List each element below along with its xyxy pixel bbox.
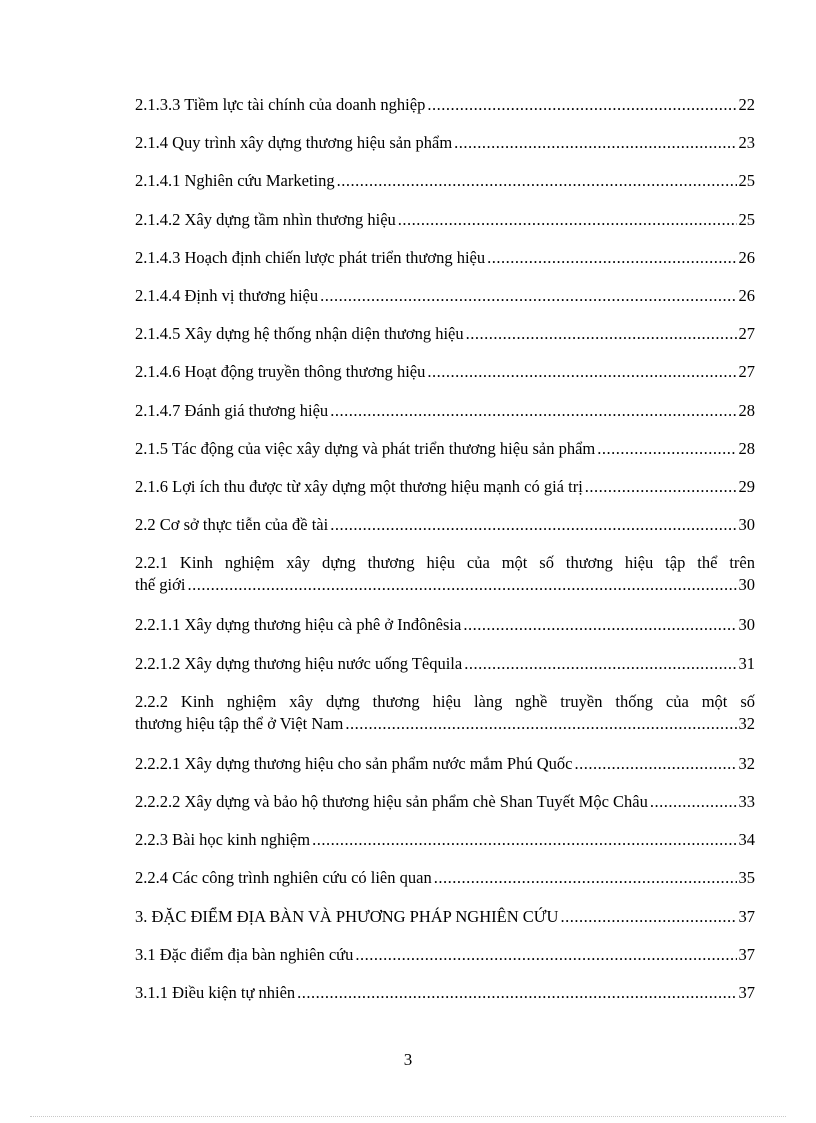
toc-entry-title: thế giới <box>135 575 186 595</box>
toc-entry-title-line: 2.2.1 Kinh nghiệm xây dựng thương hiệu của một số thương hiệu tập thể trên <box>135 553 755 573</box>
toc-entry-page: 22 <box>738 95 755 114</box>
dot-leader <box>487 247 736 269</box>
toc-entry-page: 26 <box>738 247 755 267</box>
dot-leader <box>398 209 737 231</box>
dot-leader <box>297 982 736 1004</box>
dot-leader <box>560 906 736 928</box>
toc-entry-row <box>135 361 755 383</box>
toc-entry-row <box>135 209 755 231</box>
dot-leader <box>434 867 737 889</box>
toc-entry[interactable] <box>135 653 755 675</box>
toc-entry-title: thương hiệu tập thể ở Việt Nam <box>135 713 344 733</box>
toc-entry-title: 2.2.1.2 Xây dựng thương hiệu nước uống Têquila <box>135 653 463 673</box>
toc-entry-row <box>135 514 755 536</box>
toc-entry-page: 30 <box>738 615 755 635</box>
dot-leader <box>427 361 736 383</box>
toc-entry[interactable] <box>135 791 755 813</box>
toc-entry-page: 27 <box>738 362 755 382</box>
toc-entry-row <box>135 713 755 735</box>
page-number: 3 <box>403 1050 413 1069</box>
toc-entry-page: 32 <box>738 713 755 733</box>
toc-entry[interactable] <box>135 753 755 775</box>
toc-entry-title: 3.1 Đặc điểm địa bàn nghiên cứu <box>135 944 354 964</box>
toc-entry-title: 2.2 Cơ sở thực tiễn của đề tài <box>135 515 329 535</box>
toc-entry-row <box>135 438 755 460</box>
toc-entry-page: 25 <box>738 209 755 229</box>
dot-leader <box>337 170 737 192</box>
toc-entry-row <box>135 574 755 596</box>
toc-entry-title: 2.1.4.5 Xây dựng hệ thống nhận diện thương hiệu <box>135 324 464 344</box>
toc-entry-title: 2.2.2.1 Xây dựng thương hiệu cho sản phẩm nước mắm Phú Quốc <box>135 753 573 773</box>
toc-entry-title: 2.2.1.1 Xây dựng thương hiệu cà phê ở Inđônêsia <box>135 615 462 635</box>
toc-entry-title: 2.1.4.1 Nghiên cứu Marketing <box>135 171 335 191</box>
toc-entry[interactable] <box>135 982 755 1004</box>
toc-entry-page: 26 <box>738 286 755 305</box>
toc-entry[interactable] <box>135 944 755 966</box>
toc-entry-title: 2.1.5 Tác động của việc xây dựng và phát triển thương hiệu sản phẩm <box>135 438 596 458</box>
toc-entry-page: 31 <box>738 653 755 673</box>
toc-entry-page: 23 <box>738 133 755 153</box>
dot-leader <box>585 476 737 498</box>
toc-entry[interactable] <box>135 867 755 889</box>
toc-entry[interactable] <box>135 323 755 345</box>
dot-leader <box>330 400 736 422</box>
toc-entry-title: 2.2.2.2 Xây dựng và bảo hộ thương hiệu sản phẩm chè Shan Tuyết Mộc Châu <box>135 792 648 811</box>
toc-entry-title: 2.1.4.7 Đánh giá thương hiệu <box>135 400 329 420</box>
toc-entry-page: 37 <box>738 944 755 964</box>
toc-entry-page: 27 <box>738 324 755 344</box>
dot-leader <box>463 614 736 636</box>
toc-entry-row <box>135 132 755 154</box>
toc-entry-title: 2.2.4 Các công trình nghiên cứu có liên quan <box>135 868 432 888</box>
toc-entry[interactable] <box>135 132 755 154</box>
toc-entry[interactable] <box>135 400 755 422</box>
toc-entry-title: 3. ĐẶC ĐIỂM ĐỊA BÀN VÀ PHƯƠNG PHÁP NGHIÊN CỨU <box>135 906 559 926</box>
page-bottom-divider <box>30 1116 786 1117</box>
toc-entry-page: 37 <box>738 983 755 1002</box>
toc-entry-title-line: 2.2.2 Kinh nghiệm xây dựng thương hiệu làng nghề truyền thống của một số <box>135 691 755 711</box>
toc-entry-row <box>135 982 755 1004</box>
toc-entry-row <box>135 285 755 307</box>
dot-leader <box>320 285 736 307</box>
toc-entry-title: 2.2.3 Bài học kinh nghiệm <box>135 830 311 850</box>
toc-entry-title: 2.1.4.6 Hoạt động truyền thông thương hiệu <box>135 362 426 382</box>
dot-leader <box>597 438 736 460</box>
toc-entry-page: 37 <box>738 906 755 926</box>
dot-leader <box>650 791 737 813</box>
dot-leader <box>464 653 736 675</box>
toc-entry-page: 30 <box>738 575 755 595</box>
toc-entry-row <box>135 400 755 422</box>
toc-entry-page: 32 <box>738 753 755 773</box>
toc-entry-row <box>135 829 755 851</box>
dot-leader <box>466 323 737 345</box>
dot-leader <box>355 944 736 966</box>
toc-entry-row <box>135 753 755 775</box>
toc-entry-page: 34 <box>738 830 755 850</box>
toc-entry-title: 2.1.4 Quy trình xây dựng thương hiệu sản phẩm <box>135 133 453 153</box>
toc-entry[interactable] <box>135 829 755 851</box>
dot-leader <box>187 574 736 596</box>
dot-leader <box>427 94 736 116</box>
toc-entry-row <box>135 614 755 636</box>
toc-entry[interactable] <box>135 906 755 928</box>
toc-entry-page: 29 <box>738 477 755 496</box>
toc-entry-page: 28 <box>738 400 755 420</box>
toc-entry[interactable] <box>135 476 755 498</box>
toc-entry-row <box>135 323 755 345</box>
toc-entry-title: 2.1.4.3 Hoạch định chiến lược phát triển thương hiệu <box>135 247 486 267</box>
toc-entry[interactable] <box>135 247 755 269</box>
dot-leader <box>330 514 736 536</box>
toc-entry[interactable] <box>135 361 755 383</box>
dot-leader <box>454 132 736 154</box>
toc-entry-page: 25 <box>738 171 755 191</box>
toc-entry-row <box>135 476 755 498</box>
toc-entry-page: 33 <box>738 792 755 811</box>
toc-entry-row <box>135 94 755 116</box>
toc-entry-page: 35 <box>738 868 755 888</box>
toc-entry[interactable] <box>135 170 755 192</box>
toc-entry[interactable] <box>135 285 755 307</box>
toc-entry[interactable] <box>135 438 755 460</box>
toc-entry[interactable] <box>135 209 755 231</box>
toc-entry-row <box>135 906 755 928</box>
toc-entry-row <box>135 791 755 813</box>
toc-entry-page: 30 <box>738 515 755 535</box>
toc-entry-title: 2.1.4.4 Định vị thương hiệu <box>135 286 319 305</box>
toc-entry-title: 3.1.1 Điều kiện tự nhiên <box>135 983 296 1002</box>
dot-leader <box>312 829 736 851</box>
dot-leader <box>345 713 736 735</box>
toc-entry-row <box>135 247 755 269</box>
toc-entry-title: 2.1.6 Lợi ích thu được từ xây dựng một thương hiệu mạnh có giá trị <box>135 477 583 496</box>
toc-entry-row <box>135 944 755 966</box>
toc-entry[interactable] <box>135 514 755 536</box>
toc-entry-title: 2.1.4.2 Xây dựng tầm nhìn thương hiệu <box>135 209 396 229</box>
toc-entry-title: 2.1.3.3 Tiềm lực tài chính của doanh nghiệp <box>135 95 426 114</box>
toc-entry[interactable] <box>135 94 755 116</box>
toc-entry-row <box>135 170 755 192</box>
toc-entry[interactable] <box>135 552 755 596</box>
toc-entry[interactable] <box>135 614 755 636</box>
toc-entry-row <box>135 653 755 675</box>
toc-entry-row <box>135 867 755 889</box>
toc-entry-page: 28 <box>738 438 755 458</box>
toc-entry[interactable] <box>135 691 755 735</box>
dot-leader <box>574 753 736 775</box>
